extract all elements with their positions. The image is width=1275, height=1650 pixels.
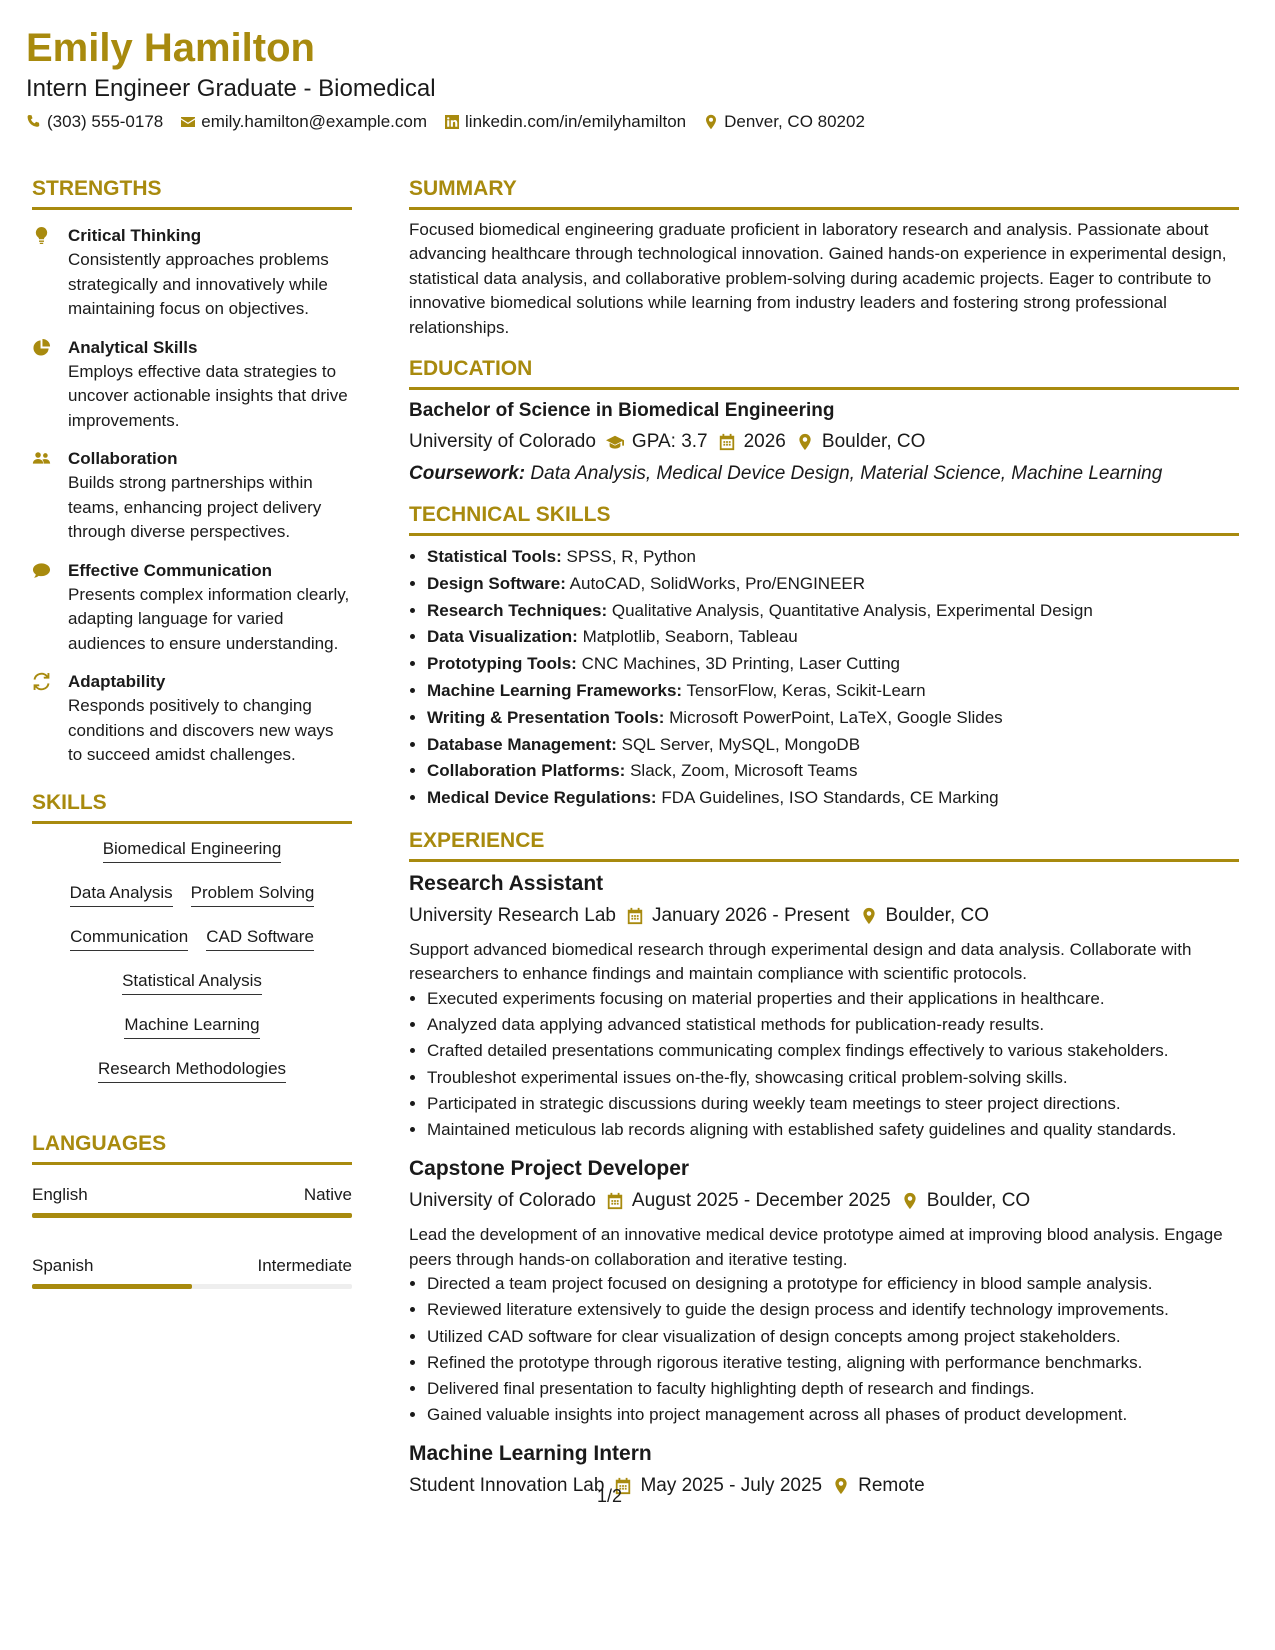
skill-value: Matplotlib, Seaborn, Tableau — [582, 627, 798, 647]
skill-value: Microsoft PowerPoint, LaTeX, Google Slides — [669, 707, 1003, 727]
strength-title: Adaptability — [68, 672, 166, 691]
contact-bar — [26, 112, 1249, 132]
strength-item — [32, 336, 352, 434]
job-bullets — [409, 987, 1239, 1143]
education-school: University of Colorado — [409, 431, 596, 453]
summary-heading: SUMMARY — [409, 176, 1239, 210]
skill-value: TensorFlow, Keras, Scikit-Learn — [686, 681, 926, 701]
technical-skill-item — [427, 758, 1239, 785]
strength-desc: Consistently approaches problems strategically and innovatively while maintaining focus on objectives. — [68, 250, 329, 318]
skill-value: FDA Guidelines, ISO Standards, CE Marking — [661, 788, 999, 808]
language-name: English — [32, 1184, 88, 1204]
language-bar-fill — [32, 1284, 192, 1289]
language-bar — [32, 1213, 352, 1218]
envelope-icon — [180, 114, 196, 130]
language-level: Native — [303, 1184, 352, 1204]
job-bullet: • Maintained meticulous lab records aligning with established safety guidelines and quality standards. — [427, 1118, 1239, 1143]
linkedin-icon — [444, 114, 460, 130]
job-location: Boulder, CO — [885, 905, 989, 926]
left-column — [32, 176, 352, 1325]
strengths-heading: STRENGTHS — [32, 176, 352, 210]
calendar-icon — [626, 907, 644, 925]
resume-header — [26, 24, 1249, 132]
education-location: Boulder, CO — [821, 431, 926, 453]
languages-list — [32, 1183, 352, 1289]
map-pin-icon — [901, 1192, 919, 1210]
contact-phone[interactable] — [26, 112, 163, 132]
job-bullets — [409, 1272, 1239, 1428]
job-org: University of Colorado — [409, 1190, 596, 1212]
strength-title: Critical Thinking — [68, 226, 202, 245]
technical-skill-item — [427, 598, 1239, 625]
right-column — [409, 176, 1239, 1500]
users-icon — [32, 449, 51, 468]
candidate-name: Emily Hamilton — [26, 26, 315, 70]
job-location: Boulder, CO — [926, 1190, 1031, 1212]
strength-title: Collaboration — [68, 449, 178, 468]
language-item — [32, 1183, 352, 1218]
strength-desc: Builds strong partnerships within teams, enhancing project delivery through diverse perspectives. — [68, 473, 322, 541]
strength-title: Analytical Skills — [68, 337, 198, 357]
strength-desc: Employs effective data strategies to uncover actionable insights that drive improvements. — [68, 361, 348, 430]
skill-tag: CAD Software — [206, 926, 314, 951]
strength-desc: Presents complex information clearly, adapting language for varied audiences to ensure understanding. — [68, 584, 350, 653]
skill-tag: Problem Solving — [191, 882, 315, 907]
language-bar-fill — [32, 1213, 352, 1218]
education-meta — [409, 428, 1239, 456]
skill-tag: Statistical Analysis — [122, 970, 262, 995]
job-bullet: • Refined the prototype through rigorous iterative testing, aligning with performance benchmarks. — [427, 1351, 1239, 1376]
job-bullet: • Directed a team project focused on designing a prototype for efficiency in blood sample analysis. — [427, 1272, 1239, 1297]
skill-tags — [32, 838, 352, 1083]
skill-value: CNC Machines, 3D Printing, Laser Cutting — [581, 654, 900, 674]
education-gpa: GPA: 3.7 — [631, 431, 708, 453]
contact-email[interactable] — [180, 112, 427, 132]
experience-heading: EXPERIENCE — [409, 828, 1239, 862]
job-description: Support advanced biomedical research through experimental design and data analysis. Collaborate with researchers to enhance findings and maintain compliance with scientific protocols. — [409, 940, 1192, 984]
contact-linkedin[interactable] — [444, 112, 686, 132]
calendar-icon — [718, 433, 736, 451]
job-org: University Research Lab — [409, 905, 616, 926]
technical-skill-item — [427, 785, 1239, 812]
education-year: 2026 — [743, 431, 786, 453]
skill-tag: Biomedical Engineering — [103, 838, 282, 863]
job-bullet: • Troubleshot experimental issues on-the-fly, showcasing critical problem-solving skills. — [427, 1066, 1239, 1091]
strength-desc: Responds positively to changing conditions and discovers new ways to succeed amidst challenges. — [68, 696, 334, 764]
map-pin-icon — [796, 433, 814, 451]
job-bullet: • Analyzed data applying advanced statistical methods for publication-ready results. — [427, 1013, 1239, 1038]
coursework-label: Coursework: — [409, 463, 526, 485]
strength-item — [32, 559, 352, 657]
strength-title: Effective Communication — [68, 560, 273, 580]
strength-item — [32, 447, 352, 545]
skill-tag: Research Methodologies — [98, 1058, 286, 1083]
skill-value: Qualitative Analysis, Quantitative Analysis, Experimental Design — [611, 600, 1093, 620]
skill-label: Collaboration Platforms: — [427, 761, 626, 781]
lightbulb-icon — [32, 226, 51, 245]
job-title: Machine Learning Intern — [409, 1442, 652, 1466]
skill-tag: Communication — [70, 926, 188, 951]
skill-value: AutoCAD, SolidWorks, Pro/ENGINEER — [569, 573, 866, 593]
technical-skill-item — [427, 544, 1239, 571]
job-title: Capstone Project Developer — [409, 1157, 690, 1181]
language-bar — [32, 1284, 352, 1289]
job-meta — [409, 1187, 1239, 1215]
job-description: Lead the development of an innovative medical device prototype aimed at improving blood analysis. Engage peers through hands-on collaboration and iterative testing. — [409, 1225, 1223, 1269]
summary-text: Focused biomedical engineering graduate proficient in laboratory research and analysis. Passionate about advancing healthcare through technological innovation. Gained hands-on experience in experimental design, statistical data analysis, and collaborative problem-solving during academic projects. Eager to contribute to innovative biomedical solutions while learning from industry leaders and fostering strong professional relationships. — [409, 220, 1227, 337]
technical-skills-heading: TECHNICAL SKILLS — [409, 502, 1239, 536]
skill-label: Database Management: — [427, 734, 617, 754]
language-item — [32, 1254, 352, 1289]
chat-bubble-icon — [32, 561, 51, 580]
job-dates: August 2025 - December 2025 — [631, 1190, 891, 1212]
strengths-list — [32, 224, 352, 768]
map-pin-icon — [703, 114, 719, 130]
page-number: 1/2 — [597, 1486, 623, 1506]
job-org: Student Innovation Lab — [409, 1475, 605, 1497]
linkedin-text: linkedin.com/in/emilyhamilton — [465, 112, 687, 131]
skill-value: SPSS, R, Python — [566, 547, 696, 567]
pie-chart-icon — [32, 338, 51, 357]
job-bullet: • Executed experiments focusing on material properties and their applications in healthcare. — [427, 987, 1239, 1012]
skill-label: Design Software: — [427, 573, 566, 593]
phone-text: (303) 555-0178 — [47, 112, 164, 131]
strength-item — [32, 224, 352, 322]
skill-label: Data Visualization: — [427, 627, 578, 647]
language-level: Intermediate — [257, 1255, 352, 1275]
skill-tag: Machine Learning — [124, 1014, 259, 1039]
skill-tag: Data Analysis — [70, 882, 173, 907]
graduation-cap-icon — [606, 433, 624, 451]
location-text: Denver, CO 80202 — [724, 112, 865, 131]
job-meta — [409, 902, 1239, 930]
map-pin-icon — [832, 1477, 850, 1495]
education-degree: Bachelor of Science in Biomedical Engineering — [409, 400, 835, 422]
skill-value: SQL Server, MySQL, MongoDB — [621, 734, 861, 754]
job-bullet: • Utilized CAD software for clear visualization of design concepts among project stakeholders. — [427, 1325, 1239, 1350]
job-bullet: • Gained valuable insights into project management across all phases of product development. — [427, 1403, 1239, 1428]
phone-icon — [26, 114, 42, 130]
job-entry — [409, 1155, 1239, 1428]
technical-skill-item — [427, 651, 1239, 678]
job-bullet: • Delivered final presentation to faculty highlighting depth of research and findings. — [427, 1377, 1239, 1402]
technical-skill-item — [427, 678, 1239, 705]
education-heading: EDUCATION — [409, 356, 1239, 390]
coursework-text: Data Analysis, Medical Device Design, Material Science, Machine Learning — [530, 463, 1163, 485]
job-title: Research Assistant — [409, 872, 604, 895]
technical-skill-item — [427, 624, 1239, 651]
skill-label: Writing & Presentation Tools: — [427, 707, 665, 727]
job-meta — [409, 1472, 1239, 1500]
skill-label: Statistical Tools: — [427, 547, 562, 567]
technical-skill-item — [427, 732, 1239, 759]
technical-skill-item — [427, 571, 1239, 598]
education-coursework — [409, 460, 1239, 488]
language-name: Spanish — [32, 1255, 94, 1275]
technical-skill-item — [427, 705, 1239, 732]
job-location: Remote — [858, 1475, 925, 1497]
job-bullet: • Crafted detailed presentations communicating complex findings effectively to various stakeholders. — [427, 1039, 1239, 1064]
skill-label: Research Techniques: — [427, 600, 608, 620]
job-dates: January 2026 - Present — [651, 905, 850, 926]
job-entry — [409, 870, 1239, 1143]
languages-heading: LANGUAGES — [32, 1131, 352, 1165]
technical-skills-list — [409, 544, 1239, 812]
job-bullet: • Participated in strategic discussions during weekly team meetings to steer project directions. — [427, 1092, 1239, 1117]
job-dates: May 2025 - July 2025 — [640, 1475, 823, 1497]
skill-label: Machine Learning Frameworks: — [427, 681, 683, 701]
skill-value: Slack, Zoom, Microsoft Teams — [630, 761, 858, 781]
refresh-icon — [32, 672, 51, 691]
contact-location — [703, 112, 865, 132]
job-entry — [409, 1440, 1239, 1500]
skill-label: Prototyping Tools: — [427, 654, 577, 674]
job-bullet: • Reviewed literature extensively to guide the design process and identify technology improvements. — [427, 1298, 1239, 1323]
skill-label: Medical Device Regulations: — [427, 788, 657, 808]
candidate-role: Intern Engineer Graduate - Biomedical — [26, 75, 436, 102]
strength-item — [32, 670, 352, 768]
calendar-icon — [606, 1192, 624, 1210]
map-pin-icon — [860, 907, 878, 925]
email-text: emily.hamilton@example.com — [201, 112, 428, 131]
skills-heading: SKILLS — [32, 790, 352, 824]
